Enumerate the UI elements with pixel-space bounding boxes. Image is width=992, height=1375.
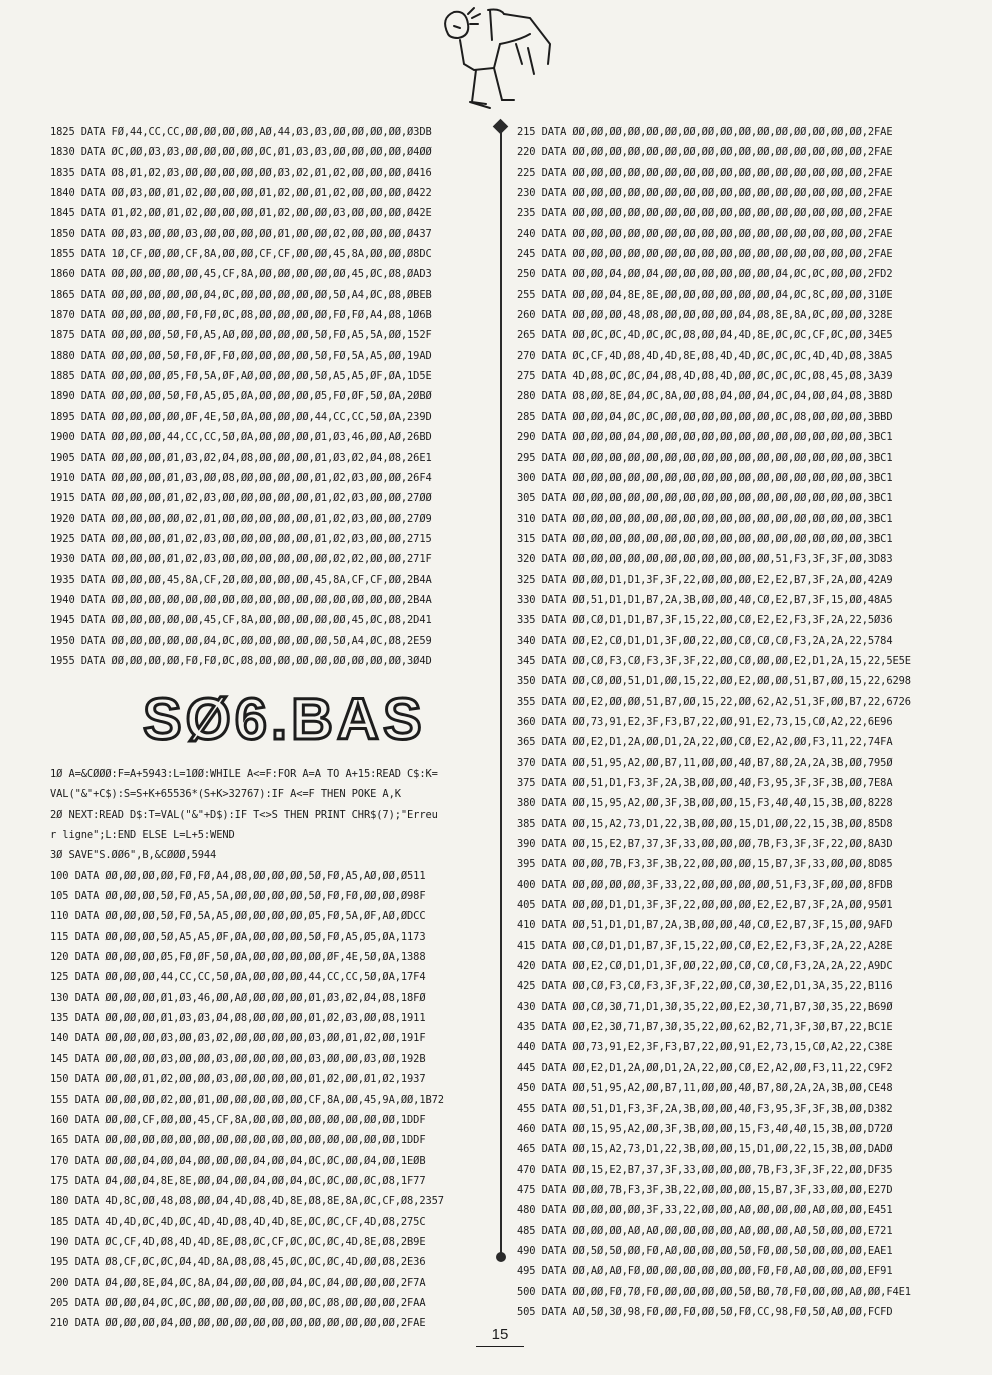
listing-line: VAL("&"+C$):S=S+K+65536*(S+K>32767):IF A<=F THEN POKE A,K [50,788,401,801]
listing-line: 440 DATA ØØ,73,91,E2,3F,F3,B7,22,ØØ,91,E2,73,15,CØ,A2,22,C38E [517,1041,893,1054]
page-number: 15 [491,1326,509,1343]
listing-line: 430 DATA ØØ,CØ,3Ø,71,D1,3Ø,35,22,ØØ,E2,3Ø,71,B7,3Ø,35,22,B69Ø [517,1000,893,1013]
listing-line: 130 DATA ØØ,ØØ,ØØ,Ø1,Ø3,46,ØØ,AØ,ØØ,ØØ,ØØ,Ø1,Ø3,Ø2,Ø4,Ø8,18FØ [50,991,426,1004]
listing-line: 280 DATA Ø8,ØØ,8E,Ø4,ØC,8A,ØØ,Ø8,Ø4,ØØ,Ø4,ØC,Ø4,ØØ,Ø4,Ø8,3B8D [517,390,893,403]
listing-line: 1890 DATA ØØ,ØØ,ØØ,5Ø,FØ,A5,Ø5,ØA,ØØ,ØØ,ØØ,Ø5,FØ,ØF,5Ø,ØA,2ØBØ [50,390,432,403]
listing-line: 225 DATA ØØ,ØØ,ØØ,ØØ,ØØ,ØØ,ØØ,ØØ,ØØ,ØØ,ØØ,ØØ,ØØ,ØØ,ØØ,ØØ,2FAE [517,166,893,179]
listing-line: 195 DATA Ø8,CF,ØC,ØC,Ø4,4D,8A,Ø8,Ø8,45,ØC,ØC,ØC,4D,ØØ,Ø8,2E36 [50,1256,426,1269]
listing-line: 1885 DATA ØØ,ØØ,ØØ,Ø5,FØ,5A,ØF,AØ,ØØ,ØØ,ØØ,5Ø,A5,A5,ØF,ØA,1D5E [50,370,432,383]
divider-top-ornament [493,119,509,135]
listing-line: 265 DATA ØØ,ØC,ØC,4D,ØC,ØC,Ø8,ØØ,Ø4,4D,8E,ØC,ØC,CF,ØC,ØØ,34E5 [517,329,893,342]
listing-line: 385 DATA ØØ,15,A2,73,D1,22,3B,ØØ,ØØ,15,D1,ØØ,22,15,3B,ØØ,85D8 [517,817,893,830]
column-divider [500,128,502,1258]
listing-line: 150 DATA ØØ,ØØ,Ø1,Ø2,ØØ,ØØ,Ø3,ØØ,ØØ,ØØ,ØØ,Ø1,Ø2,ØØ,Ø1,Ø2,1937 [50,1073,426,1086]
listing-line: 1870 DATA ØØ,ØØ,ØØ,ØØ,FØ,FØ,ØC,Ø8,ØØ,ØØ,ØØ,ØØ,FØ,FØ,A4,Ø8,1Ø6B [50,309,432,322]
listing-line: 315 DATA ØØ,ØØ,ØØ,ØØ,ØØ,ØØ,ØØ,ØØ,ØØ,ØØ,ØØ,ØØ,ØØ,ØØ,ØØ,ØØ,3BC1 [517,532,893,545]
listing-line: 290 DATA ØØ,ØØ,ØØ,Ø4,ØØ,ØØ,ØØ,ØØ,ØØ,ØØ,ØØ,ØØ,ØØ,ØØ,ØØ,ØØ,3BC1 [517,431,893,444]
listing-line: 365 DATA ØØ,E2,D1,2A,ØØ,D1,2A,22,ØØ,CØ,E2,A2,ØØ,F3,11,22,74FA [517,736,893,749]
listing-line: 1955 DATA ØØ,ØØ,ØØ,ØØ,FØ,FØ,ØC,Ø8,ØØ,ØØ,ØØ,ØØ,ØØ,ØØ,ØØ,ØØ,3Ø4D [50,654,432,667]
listing-line: 380 DATA ØØ,15,95,A2,ØØ,3F,3B,ØØ,ØØ,15,F3,4Ø,4Ø,15,3B,ØØ,8228 [517,797,893,810]
listing-line: 2Ø NEXT:READ D$:T=VAL("&"+D$):IF T<>S THEN PRINT CHR$(7);"Erreu [50,808,438,821]
listing-line: 155 DATA ØØ,ØØ,ØØ,Ø2,ØØ,Ø1,ØØ,ØØ,ØØ,ØØ,ØØ,CF,8A,ØØ,45,9A,ØØ,1B72 [50,1093,444,1106]
listing-line: 100 DATA ØØ,ØØ,ØØ,ØØ,FØ,FØ,A4,Ø8,ØØ,ØØ,ØØ,5Ø,FØ,A5,AØ,ØØ,Ø511 [50,869,426,882]
listing-line: 340 DATA ØØ,E2,CØ,D1,D1,3F,ØØ,22,ØØ,CØ,CØ,CØ,F3,2A,2A,22,5784 [517,634,893,647]
listing-line: 410 DATA ØØ,51,D1,D1,B7,2A,3B,ØØ,ØØ,4Ø,CØ,E2,B7,3F,15,ØØ,9AFD [517,919,893,932]
listing-line: 435 DATA ØØ,E2,3Ø,71,B7,3Ø,35,22,ØØ,62,B2,71,3F,3Ø,B7,22,BC1E [517,1021,893,1034]
listing-line: r ligne";L:END ELSE L=L+5:WEND [50,829,235,842]
listing-line: 390 DATA ØØ,15,E2,B7,37,3F,33,ØØ,ØØ,ØØ,7B,F3,3F,3F,22,ØØ,8A3D [517,838,893,851]
listing-line: 475 DATA ØØ,ØØ,7B,F3,3F,3B,22,ØØ,ØØ,ØØ,15,B7,3F,33,ØØ,ØØ,E27D [517,1183,893,1196]
listing-line: 1Ø A=&CØØØ:F=A+5943:L=1ØØ:WHILE A<=F:FOR A=A TO A+15:READ C$:K= [50,768,438,780]
listing-line: 415 DATA ØØ,CØ,D1,D1,B7,3F,15,22,ØØ,CØ,E2,E2,F3,3F,2A,22,A28E [517,939,893,952]
listing-line: 270 DATA ØC,CF,4D,Ø8,4D,4D,8E,Ø8,4D,4D,ØC,ØC,ØC,4D,4D,Ø8,38A5 [517,349,893,362]
listing-line: 355 DATA ØØ,E2,ØØ,ØØ,51,B7,ØØ,15,22,ØØ,62,A2,51,3F,ØØ,B7,22,6726 [517,695,911,708]
listing-line: 140 DATA ØØ,ØØ,ØØ,Ø3,ØØ,Ø3,Ø2,ØØ,ØØ,ØØ,ØØ,Ø3,ØØ,Ø1,Ø2,ØØ,191F [50,1032,426,1045]
listing-line: 255 DATA ØØ,ØØ,Ø4,8E,8E,ØØ,ØØ,ØØ,ØØ,ØØ,ØØ,Ø4,ØC,8C,ØØ,ØØ,31ØE [517,288,893,301]
listing-line: 245 DATA ØØ,ØØ,ØØ,ØØ,ØØ,ØØ,ØØ,ØØ,ØØ,ØØ,ØØ,ØØ,ØØ,ØØ,ØØ,ØØ,2FAE [517,248,893,261]
listing-line: 275 DATA 4D,Ø8,ØC,ØC,Ø4,Ø8,4D,Ø8,4D,ØØ,ØC,ØC,ØC,Ø8,45,Ø8,3A39 [517,370,893,383]
listing-line: 210 DATA ØØ,ØØ,ØØ,Ø4,ØØ,ØØ,ØØ,ØØ,ØØ,ØØ,ØØ,ØØ,ØØ,ØØ,ØØ,ØØ,2FAE [50,1317,426,1330]
listing-line: 465 DATA ØØ,15,A2,73,D1,22,3B,ØØ,ØØ,15,D1,ØØ,22,15,3B,ØØ,DADØ [517,1143,893,1156]
listing-line: 320 DATA ØØ,ØØ,ØØ,ØØ,ØØ,ØØ,ØØ,ØØ,ØØ,ØØ,ØØ,51,F3,3F,3F,ØØ,3D83 [517,553,893,566]
listing-line: 1945 DATA ØØ,ØØ,ØØ,ØØ,ØØ,45,CF,8A,ØØ,ØØ,ØØ,ØØ,ØØ,45,ØC,Ø8,2D41 [50,614,432,627]
listing-line: 1875 DATA ØØ,ØØ,ØØ,5Ø,FØ,A5,AØ,ØØ,ØØ,ØØ,ØØ,5Ø,FØ,A5,5A,ØØ,152F [50,329,432,342]
listing-line: 1850 DATA ØØ,Ø3,ØØ,ØØ,Ø3,ØØ,ØØ,ØØ,ØØ,Ø1,ØØ,ØØ,Ø2,ØØ,ØØ,ØØ,Ø437 [50,227,432,240]
listing-line: 480 DATA ØØ,ØØ,ØØ,ØØ,3F,33,22,ØØ,ØØ,AØ,ØØ,ØØ,ØØ,AØ,ØØ,ØØ,E451 [517,1204,893,1217]
listing-line: 350 DATA ØØ,CØ,ØØ,51,D1,ØØ,15,22,ØØ,E2,ØØ,ØØ,51,B7,ØØ,15,22,6298 [517,675,911,688]
listing-line: 445 DATA ØØ,E2,D1,2A,ØØ,D1,2A,22,ØØ,CØ,E2,A2,ØØ,F3,11,22,C9F2 [517,1061,893,1074]
listing-line: 455 DATA ØØ,51,D1,F3,3F,2A,3B,ØØ,ØØ,4Ø,F3,95,3F,3F,3B,ØØ,D382 [517,1102,893,1115]
listing-line: 345 DATA ØØ,CØ,F3,CØ,F3,3F,3F,22,ØØ,CØ,ØØ,ØØ,E2,D1,2A,15,22,5E5E [517,654,911,667]
listing-line: 110 DATA ØØ,ØØ,ØØ,5Ø,FØ,5A,A5,ØØ,ØØ,ØØ,ØØ,Ø5,FØ,5A,ØF,AØ,ØDCC [50,910,426,923]
data-listing-left-bottom [50,764,492,1334]
listing-line: 310 DATA ØØ,ØØ,ØØ,ØØ,ØØ,ØØ,ØØ,ØØ,ØØ,ØØ,ØØ,ØØ,ØØ,ØØ,ØØ,ØØ,3BC1 [517,512,893,525]
listing-line: 230 DATA ØØ,ØØ,ØØ,ØØ,ØØ,ØØ,ØØ,ØØ,ØØ,ØØ,ØØ,ØØ,ØØ,ØØ,ØØ,ØØ,2FAE [517,187,893,200]
listing-line: 505 DATA AØ,5Ø,3Ø,98,FØ,ØØ,FØ,ØØ,5Ø,FØ,CC,98,FØ,5Ø,AØ,ØØ,FCFD [517,1305,893,1318]
listing-line: 145 DATA ØØ,ØØ,ØØ,Ø3,ØØ,ØØ,Ø3,ØØ,ØØ,ØØ,ØØ,Ø3,ØØ,ØØ,Ø3,ØØ,192B [50,1052,426,1065]
listing-line: 295 DATA ØØ,ØØ,ØØ,ØØ,ØØ,ØØ,ØØ,ØØ,ØØ,ØØ,ØØ,ØØ,ØØ,ØØ,ØØ,ØØ,3BC1 [517,451,893,464]
listing-line: 1905 DATA ØØ,ØØ,ØØ,Ø1,Ø3,Ø2,Ø4,Ø8,ØØ,ØØ,ØØ,Ø1,Ø3,Ø2,Ø4,Ø8,26E1 [50,451,432,464]
listing-line: 405 DATA ØØ,ØØ,D1,D1,3F,3F,22,ØØ,ØØ,ØØ,E2,E2,B7,3F,2A,ØØ,95Ø1 [517,899,893,912]
listing-line: 120 DATA ØØ,ØØ,ØØ,Ø5,FØ,ØF,5Ø,ØA,ØØ,ØØ,ØØ,ØØ,ØF,4E,5Ø,ØA,1388 [50,951,426,964]
listing-line: 1895 DATA ØØ,ØØ,ØØ,ØØ,ØF,4E,5Ø,ØA,ØØ,ØØ,ØØ,44,CC,CC,5Ø,ØA,239D [50,410,432,423]
listing-line: 1860 DATA ØØ,ØØ,ØØ,ØØ,ØØ,45,CF,8A,ØØ,ØØ,ØØ,ØØ,ØØ,45,ØC,Ø8,ØAD3 [50,268,432,281]
cartoon-figure-illustration [430,4,560,116]
listing-line: 1900 DATA ØØ,ØØ,ØØ,44,CC,CC,5Ø,ØA,ØØ,ØØ,ØØ,Ø1,Ø3,46,ØØ,AØ,26BD [50,431,432,444]
listing-line: 175 DATA Ø4,ØØ,Ø4,8E,8E,ØØ,Ø4,ØØ,Ø4,ØØ,Ø4,ØC,ØC,ØØ,ØC,Ø8,1F77 [50,1174,426,1187]
listing-line: 400 DATA ØØ,ØØ,ØØ,ØØ,3F,33,22,ØØ,ØØ,ØØ,ØØ,51,F3,3F,ØØ,ØØ,8FDB [517,878,893,891]
page-number-rule [476,1346,524,1347]
listing-line: 1935 DATA ØØ,ØØ,ØØ,45,8A,CF,2Ø,ØØ,ØØ,ØØ,ØØ,45,8A,CF,CF,ØØ,2B4A [50,573,432,586]
listing-line: 170 DATA ØØ,ØØ,Ø4,ØØ,Ø4,ØØ,ØØ,ØØ,Ø4,ØØ,Ø4,ØC,ØC,ØØ,Ø4,ØØ,1EØB [50,1154,426,1167]
listing-line: 200 DATA Ø4,ØØ,8E,Ø4,ØC,8A,Ø4,ØØ,ØØ,ØØ,Ø4,ØC,Ø4,ØØ,ØØ,ØØ,2F7A [50,1276,426,1289]
listing-line: 1910 DATA ØØ,ØØ,ØØ,Ø1,Ø3,ØØ,Ø8,ØØ,ØØ,ØØ,ØØ,Ø1,Ø2,Ø3,ØØ,ØØ,26F4 [50,471,432,484]
listing-line: 1915 DATA ØØ,ØØ,ØØ,Ø1,Ø2,Ø3,ØØ,ØØ,ØØ,ØØ,ØØ,Ø1,Ø2,Ø3,ØØ,ØØ,27ØØ [50,492,432,505]
listing-line: 215 DATA ØØ,ØØ,ØØ,ØØ,ØØ,ØØ,ØØ,ØØ,ØØ,ØØ,ØØ,ØØ,ØØ,ØØ,ØØ,ØØ,2FAE [517,126,893,138]
listing-line: 105 DATA ØØ,ØØ,ØØ,5Ø,FØ,A5,5A,ØØ,ØØ,ØØ,ØØ,5Ø,FØ,FØ,ØØ,ØØ,Ø98F [50,890,426,903]
listing-line: 240 DATA ØØ,ØØ,ØØ,ØØ,ØØ,ØØ,ØØ,ØØ,ØØ,ØØ,ØØ,ØØ,ØØ,ØØ,ØØ,ØØ,2FAE [517,227,893,240]
listing-line: 335 DATA ØØ,CØ,D1,D1,B7,3F,15,22,ØØ,CØ,E2,E2,F3,3F,2A,22,5Ø36 [517,614,893,627]
listing-line: 375 DATA ØØ,51,D1,F3,3F,2A,3B,ØØ,ØØ,4Ø,F3,95,3F,3F,3B,ØØ,7E8A [517,777,893,789]
data-listing-left-top [50,122,492,671]
listing-line: 1865 DATA ØØ,ØØ,ØØ,ØØ,ØØ,Ø4,ØC,ØØ,ØØ,ØØ,ØØ,ØØ,5Ø,A4,ØC,Ø8,ØBEB [50,288,432,301]
listing-line: 395 DATA ØØ,ØØ,7B,F3,3F,3B,22,ØØ,ØØ,ØØ,15,B7,3F,33,ØØ,ØØ,8D85 [517,858,893,871]
listing-line: 1925 DATA ØØ,ØØ,ØØ,Ø1,Ø2,Ø3,ØØ,ØØ,ØØ,ØØ,ØØ,Ø1,Ø2,Ø3,ØØ,ØØ,2715 [50,532,432,545]
program-title: SØ6.BAS [143,687,426,752]
listing-line: 300 DATA ØØ,ØØ,ØØ,ØØ,ØØ,ØØ,ØØ,ØØ,ØØ,ØØ,ØØ,ØØ,ØØ,ØØ,ØØ,ØØ,3BC1 [517,471,893,484]
listing-line: 1920 DATA ØØ,ØØ,ØØ,ØØ,Ø2,Ø1,ØØ,ØØ,ØØ,ØØ,ØØ,Ø1,Ø2,Ø3,ØØ,ØØ,27Ø9 [50,512,432,525]
listing-line: 180 DATA 4D,8C,ØØ,48,Ø8,ØØ,Ø4,4D,Ø8,4D,8E,Ø8,8E,8A,ØC,CF,Ø8,2357 [50,1195,444,1208]
listing-line: 495 DATA ØØ,AØ,AØ,FØ,ØØ,ØØ,ØØ,ØØ,ØØ,ØØ,FØ,FØ,AØ,ØØ,ØØ,ØØ,EF91 [517,1265,893,1278]
listing-line: 490 DATA ØØ,5Ø,5Ø,ØØ,FØ,AØ,ØØ,ØØ,ØØ,5Ø,FØ,ØØ,5Ø,ØØ,ØØ,ØØ,EAE1 [517,1244,893,1257]
listing-line: 1845 DATA Ø1,Ø2,ØØ,Ø1,Ø2,ØØ,ØØ,ØØ,Ø1,Ø2,ØØ,ØØ,Ø3,ØØ,ØØ,ØØ,Ø42E [50,207,432,220]
listing-line: 325 DATA ØØ,ØØ,D1,D1,3F,3F,22,ØØ,ØØ,ØØ,E2,E2,B7,3F,2A,ØØ,42A9 [517,573,893,586]
listing-line: 330 DATA ØØ,51,D1,D1,B7,2A,3B,ØØ,ØØ,4Ø,CØ,E2,B7,3F,15,ØØ,48A5 [517,593,893,606]
listing-line: 450 DATA ØØ,51,95,A2,ØØ,B7,11,ØØ,ØØ,4Ø,B7,8Ø,2A,2A,3B,ØØ,CE48 [517,1082,893,1095]
data-listing-right [517,122,957,1322]
listing-line: 1940 DATA ØØ,ØØ,ØØ,ØØ,ØØ,ØØ,ØØ,ØØ,ØØ,ØØ,ØØ,ØØ,ØØ,ØØ,ØØ,ØØ,2B4A [50,593,432,606]
listing-line: 420 DATA ØØ,E2,CØ,D1,D1,3F,ØØ,22,ØØ,CØ,CØ,CØ,F3,2A,2A,22,A9DC [517,960,893,973]
listing-line: 165 DATA ØØ,ØØ,ØØ,ØØ,ØØ,ØØ,ØØ,ØØ,ØØ,ØØ,ØØ,ØØ,ØØ,ØØ,ØØ,ØØ,1DDF [50,1134,426,1147]
listing-line: 1855 DATA 1Ø,CF,ØØ,ØØ,CF,8A,ØØ,ØØ,CF,CF,ØØ,ØØ,45,8A,ØØ,ØØ,Ø8DC [50,248,432,261]
listing-line: 305 DATA ØØ,ØØ,ØØ,ØØ,ØØ,ØØ,ØØ,ØØ,ØØ,ØØ,ØØ,ØØ,ØØ,ØØ,ØØ,ØØ,3BC1 [517,492,893,505]
listing-line: 470 DATA ØØ,15,E2,B7,37,3F,33,ØØ,ØØ,ØØ,7B,F3,3F,3F,22,ØØ,DF35 [517,1163,893,1176]
listing-line: 1835 DATA Ø8,Ø1,Ø2,Ø3,ØØ,ØØ,ØØ,ØØ,ØØ,Ø3,Ø2,Ø1,Ø2,ØØ,ØØ,ØØ,Ø416 [50,166,432,179]
listing-line: 460 DATA ØØ,15,95,A2,ØØ,3F,3B,ØØ,ØØ,15,F3,4Ø,4Ø,15,3B,ØØ,D72Ø [517,1122,893,1135]
divider-bottom-ornament [496,1252,506,1262]
listing-line: 1825 DATA FØ,44,CC,CC,ØØ,ØØ,ØØ,ØØ,AØ,44,Ø3,Ø3,ØØ,ØØ,ØØ,ØØ,Ø3DB [50,126,432,138]
listing-line: 160 DATA ØØ,ØØ,CF,ØØ,ØØ,45,CF,8A,ØØ,ØØ,ØØ,ØØ,ØØ,ØØ,ØØ,ØØ,1DDF [50,1113,426,1126]
listing-line: 1840 DATA ØØ,Ø3,ØØ,Ø1,Ø2,ØØ,ØØ,ØØ,Ø1,Ø2,ØØ,Ø1,Ø2,ØØ,ØØ,ØØ,Ø422 [50,187,432,200]
listing-line: 3Ø SAVE"S.ØØ6",B,&CØØØ,5944 [50,849,217,862]
listing-line: 250 DATA ØØ,ØØ,Ø4,ØØ,Ø4,ØØ,ØØ,ØØ,ØØ,ØØ,ØØ,Ø4,ØC,ØC,ØØ,ØØ,2FD2 [517,268,893,281]
listing-line: 220 DATA ØØ,ØØ,ØØ,ØØ,ØØ,ØØ,ØØ,ØØ,ØØ,ØØ,ØØ,ØØ,ØØ,ØØ,ØØ,ØØ,2FAE [517,146,893,159]
listing-line: 235 DATA ØØ,ØØ,ØØ,ØØ,ØØ,ØØ,ØØ,ØØ,ØØ,ØØ,ØØ,ØØ,ØØ,ØØ,ØØ,ØØ,2FAE [517,207,893,220]
listing-line: 485 DATA ØØ,ØØ,ØØ,AØ,AØ,ØØ,ØØ,ØØ,ØØ,AØ,ØØ,ØØ,AØ,5Ø,ØØ,ØØ,E721 [517,1224,893,1237]
listing-line: 370 DATA ØØ,51,95,A2,ØØ,B7,11,ØØ,ØØ,4Ø,B7,8Ø,2A,2A,3B,ØØ,795Ø [517,756,893,769]
listing-line: 425 DATA ØØ,CØ,F3,CØ,F3,3F,3F,22,ØØ,CØ,3Ø,E2,D1,3A,35,22,B116 [517,980,893,993]
listing-line: 185 DATA 4D,4D,ØC,4D,ØC,4D,4D,Ø8,4D,4D,8E,ØC,ØC,CF,4D,Ø8,275C [50,1215,426,1228]
listing-line: 190 DATA ØC,CF,4D,Ø8,4D,4D,8E,Ø8,ØC,CF,ØC,ØC,ØC,4D,8E,Ø8,2B9E [50,1235,426,1248]
listing-line: 115 DATA ØØ,ØØ,ØØ,5Ø,A5,A5,ØF,ØA,ØØ,ØØ,ØØ,5Ø,FØ,A5,Ø5,ØA,1173 [50,930,426,943]
listing-line: 125 DATA ØØ,ØØ,ØØ,44,CC,CC,5Ø,ØA,ØØ,ØØ,ØØ,44,CC,CC,5Ø,ØA,17F4 [50,971,426,984]
listing-line: 135 DATA ØØ,ØØ,ØØ,Ø1,Ø3,Ø3,Ø4,Ø8,ØØ,ØØ,ØØ,Ø1,Ø2,Ø3,ØØ,Ø8,1911 [50,1012,426,1025]
listing-line: 360 DATA ØØ,73,91,E2,3F,F3,B7,22,ØØ,91,E2,73,15,CØ,A2,22,6E96 [517,715,893,728]
basic-loader-program [50,764,492,866]
listing-line: 1930 DATA ØØ,ØØ,ØØ,Ø1,Ø2,Ø3,ØØ,ØØ,ØØ,ØØ,ØØ,ØØ,Ø2,Ø2,ØØ,ØØ,271F [50,553,432,566]
listing-line: 1830 DATA ØC,ØØ,Ø3,Ø3,ØØ,ØØ,ØØ,ØØ,ØC,Ø1,Ø3,Ø3,ØØ,ØØ,ØØ,ØØ,Ø4ØØ [50,146,432,159]
listing-line: 500 DATA ØØ,ØØ,FØ,7Ø,FØ,ØØ,ØØ,ØØ,ØØ,5Ø,BØ,7Ø,FØ,ØØ,ØØ,AØ,ØØ,F4E1 [517,1285,911,1298]
listing-line: 205 DATA ØØ,ØØ,Ø4,ØC,ØC,ØØ,ØØ,ØØ,ØØ,ØØ,ØØ,ØC,Ø8,ØØ,ØØ,ØØ,2FAA [50,1296,426,1309]
listing-line: 1950 DATA ØØ,ØØ,ØØ,ØØ,ØØ,Ø4,ØC,ØØ,ØØ,ØØ,ØØ,ØØ,5Ø,A4,ØC,Ø8,2E59 [50,634,432,647]
listing-line: 260 DATA ØØ,ØØ,ØØ,48,Ø8,ØØ,ØØ,ØØ,ØØ,Ø4,Ø8,8E,8A,ØC,ØØ,ØØ,328E [517,309,893,322]
listing-line: 1880 DATA ØØ,ØØ,ØØ,5Ø,FØ,ØF,FØ,ØØ,ØØ,ØØ,ØØ,5Ø,FØ,5A,A5,ØØ,19AD [50,349,432,362]
listing-line: 285 DATA ØØ,ØØ,Ø4,ØC,ØC,ØØ,ØØ,ØØ,ØØ,ØØ,ØØ,ØC,Ø8,ØØ,ØØ,ØØ,3BBD [517,410,893,423]
